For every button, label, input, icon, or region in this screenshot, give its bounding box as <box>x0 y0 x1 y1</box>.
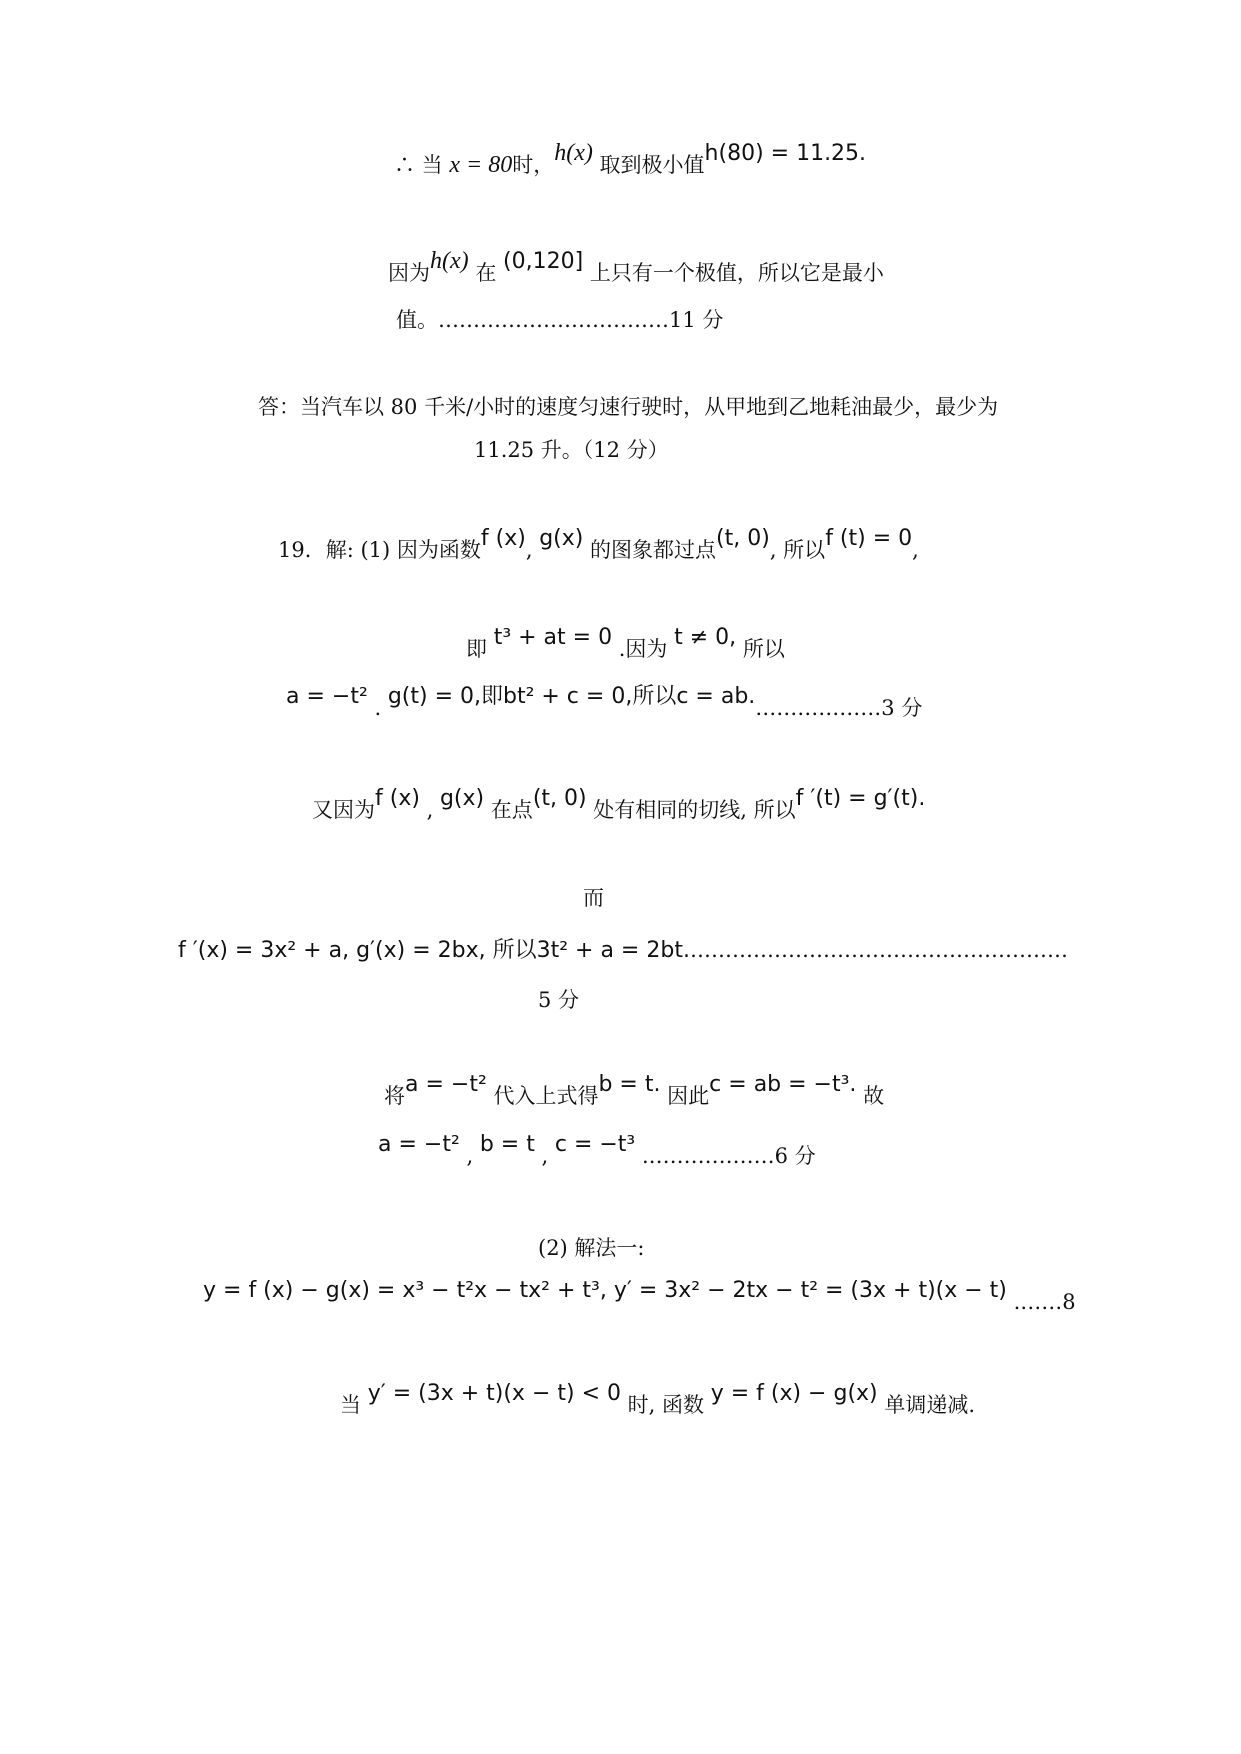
text: 值。……………………………11 分 <box>396 308 724 332</box>
text: .因为 <box>612 637 675 661</box>
text: 5 分 <box>538 988 580 1012</box>
answer-line-2 <box>474 435 669 465</box>
text: 当 <box>340 1393 368 1417</box>
line-1 <box>394 140 867 181</box>
part-2-heading <box>538 1233 645 1263</box>
text: , 所以 <box>769 538 826 562</box>
math: g(x) <box>539 526 584 551</box>
problem-19-line-5 <box>583 883 604 913</box>
math: a = −t² <box>378 1132 460 1157</box>
math: a = −t² <box>286 684 368 709</box>
text: 故 <box>856 1084 885 1108</box>
math: f (t) = 0 <box>825 526 913 551</box>
text: 时， <box>512 153 555 177</box>
text: , <box>912 538 919 562</box>
math: t³ + at = 0 <box>493 625 613 650</box>
math: (t, 0) <box>716 526 770 551</box>
problem-19-line-4 <box>312 786 926 826</box>
math: f (x) <box>375 786 420 811</box>
math: h(80) = 11.25. <box>704 141 867 166</box>
math: f ′(t) = g′(t). <box>795 786 926 811</box>
math: (t, 0) <box>532 786 587 811</box>
math: c = ab = −t³. <box>709 1072 857 1097</box>
text: 答：当汽车以 80 千米/小时的速度匀速行驶时，从甲地到乙地耗油最少，最少为 <box>258 395 999 419</box>
text: 的图象都过点 <box>583 538 717 562</box>
math: c = −t³ <box>554 1132 636 1157</box>
math: g(x) <box>439 786 485 811</box>
text: 又因为 <box>312 798 375 822</box>
answer-line-1 <box>258 392 998 422</box>
math: (0,120] <box>503 249 584 274</box>
text: 所以 <box>736 637 785 661</box>
text: 单调递减. <box>877 1393 975 1417</box>
math: f ′(x) = 3x² + a, g′(x) = 2bx, 所以3t² + a = 2bt. <box>178 938 690 963</box>
part-2-line-2 <box>340 1381 975 1421</box>
math: g(t) = 0,即bt² + c = 0,所以c = ab. <box>387 684 756 709</box>
math: b = t. <box>598 1072 661 1097</box>
text: 因此 <box>660 1084 710 1108</box>
problem-19-line-2 <box>466 625 785 665</box>
text: 因为 <box>388 261 430 285</box>
text: ………………3 分 <box>755 696 923 720</box>
line-3 <box>396 305 723 335</box>
text: 即 <box>466 637 494 661</box>
math: b = t <box>479 1132 535 1157</box>
text: 11.25 升。（12 分） <box>474 438 669 462</box>
text: 处有相同的切线, 所以 <box>586 798 796 822</box>
text: 而 <box>583 886 604 910</box>
text: 将 <box>384 1084 405 1108</box>
math: h(x) <box>554 140 593 166</box>
math: t ≠ 0, <box>674 625 737 650</box>
text: .……8 <box>1006 1290 1076 1314</box>
text: 19．解: (1) 因为函数 <box>278 538 481 562</box>
text: 取到极小值 <box>592 153 705 177</box>
text: , <box>459 1144 480 1168</box>
math: y = f (x) − g(x) <box>710 1381 878 1406</box>
text: 代入上式得 <box>486 1084 599 1108</box>
math: h(x) <box>430 248 469 274</box>
problem-19-line-3 <box>286 684 923 724</box>
text: 时, 函数 <box>621 1393 711 1417</box>
text: ……………………………………………… <box>689 938 1068 962</box>
math: x = 80 <box>449 152 513 178</box>
problem-19-line-8 <box>384 1072 885 1112</box>
text: ∴ 当 <box>394 153 450 177</box>
problem-19-line-6 <box>178 935 1068 966</box>
text: 上只有一个极值，所以它是最小 <box>583 261 884 285</box>
math: y = f (x) − g(x) = x³ − t²x − tx² + t³, y′ = 3x² − 2tx − t² = (3x + t)(x − t) <box>203 1278 1007 1303</box>
text: , <box>534 1144 555 1168</box>
part-2-line-1 <box>203 1278 1076 1318</box>
problem-19-line-7 <box>538 985 579 1015</box>
problem-19-line-1 <box>278 526 919 566</box>
math: y′ = (3x + t)(x − t) < 0 <box>367 1381 621 1406</box>
math: a = −t² <box>405 1072 487 1097</box>
text: , <box>525 538 540 562</box>
text: (2) 解法一: <box>538 1236 645 1260</box>
text: . <box>367 696 388 720</box>
problem-19-line-9 <box>378 1132 816 1172</box>
math: f (x) <box>480 526 526 551</box>
line-2 <box>388 248 884 289</box>
text: , <box>419 798 440 822</box>
text: .………………6 分 <box>635 1144 816 1168</box>
text: 在点 <box>484 798 533 822</box>
text: 在 <box>468 261 503 285</box>
